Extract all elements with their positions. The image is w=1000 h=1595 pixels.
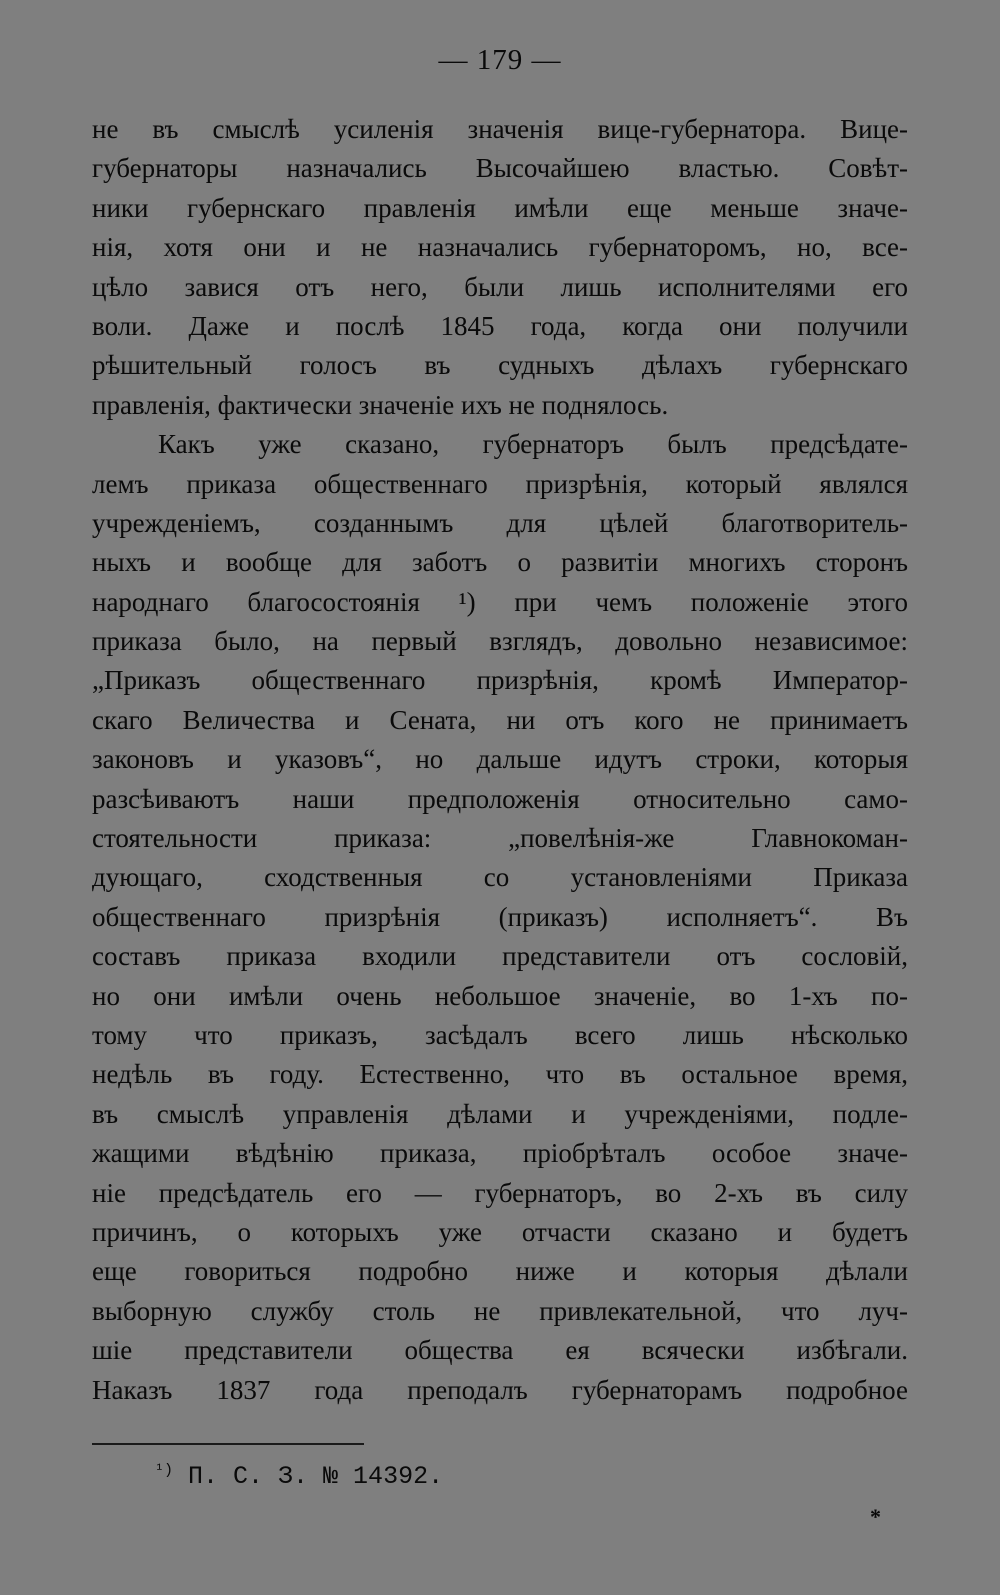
- text-line: „Приказъ общественнаго призрѣнія, кромѣ Император-: [92, 665, 908, 696]
- text-line: но они имѣли очень небольшое значеніе, во 1-хъ по-: [92, 980, 908, 1011]
- text-line: приказа было, на первый взглядъ, довольно независимое:: [92, 626, 908, 657]
- text-line: выборную службу столь не привлекательной, что луч-: [92, 1295, 908, 1326]
- margin-mark: *: [870, 1504, 881, 1529]
- text-line: Наказъ 1837 года преподалъ губернаторамъ подробное: [92, 1374, 908, 1405]
- text-line: стоятельности приказа: „повелѣнія-же Главнокоман-: [92, 823, 908, 854]
- text-line: учрежденіемъ, созданнымъ для цѣлей благотворитель-: [92, 507, 908, 538]
- text-line: составъ приказа входили представители отъ сословій,: [92, 941, 908, 972]
- footnote: [155, 1462, 443, 1491]
- text-line: разсѣиваютъ наши предположенія относительно само-: [92, 783, 908, 814]
- text-line: ники губернскаго правленія имѣли еще меньше значе-: [92, 192, 908, 223]
- text-line: ныхъ и вообще для заботъ о развитіи многихъ сторонъ: [92, 547, 908, 578]
- text-line: лемъ приказа общественнаго призрѣнія, который являлся: [92, 468, 908, 499]
- body-text: [92, 110, 908, 1410]
- text-line: нія, хотя они и не назначались губернаторомъ, но, все-: [92, 232, 908, 263]
- text-line: въ смыслѣ управленія дѣлами и учрежденіями, подле-: [92, 1098, 908, 1129]
- text-line: шіе представители общества ея всячески избѣгали.: [92, 1335, 908, 1366]
- text-line: законовъ и указовъ“, но дальше идутъ строки, которыя: [92, 744, 908, 775]
- text-line: народнаго благосостоянія ¹) при чемъ положеніе этого: [92, 586, 908, 617]
- paragraph-first-line: Какъ уже сказано, губернаторъ былъ предсѣдате-: [158, 429, 908, 460]
- text-line: рѣшительный голосъ въ судныхъ дѣлахъ губернскаго: [92, 350, 908, 381]
- text-line: губернаторы назначались Высочайшею властью. Совѣт-: [92, 153, 908, 184]
- text-line: жащими вѣдѣнію приказа, пріобрѣталъ особое значе-: [92, 1138, 908, 1169]
- text-line: тому что приказъ, засѣдалъ всего лишь нѣсколько: [92, 1019, 908, 1050]
- text-line: воли. Даже и послѣ 1845 года, когда они получили: [92, 310, 908, 341]
- text-line: причинъ, о которыхъ уже отчасти сказано и будетъ: [92, 1216, 908, 1247]
- text-line: недѣль въ году. Естественно, что въ остальное время,: [92, 1059, 908, 1090]
- text-line: ніе предсѣдатель его — губернаторъ, во 2-хъ въ силу: [92, 1177, 908, 1208]
- paragraph-end-line: правленія, фактически значеніе ихъ не поднялось.: [92, 389, 669, 420]
- text-line: дующаго, сходственныя со установленіями Приказа: [92, 862, 908, 893]
- footnote-marker: ¹): [155, 1462, 174, 1479]
- text-line: скаго Величества и Сената, ни отъ кого не принимаетъ: [92, 704, 908, 735]
- page-number: — 179 —: [438, 44, 562, 76]
- footnote-text: П. С. З. № 14392.: [188, 1462, 444, 1491]
- text-line: общественнаго призрѣнія (приказъ) исполняетъ“. Въ: [92, 901, 908, 932]
- text-line: не въ смыслѣ усиленія значенія вице-губернатора. Вице-: [92, 114, 908, 144]
- text-line: еще говориться подробно ниже и которыя дѣлали: [92, 1256, 908, 1287]
- text-line: цѣло завися отъ него, были лишь исполнителями его: [92, 271, 908, 302]
- footnote-divider: [92, 1443, 364, 1445]
